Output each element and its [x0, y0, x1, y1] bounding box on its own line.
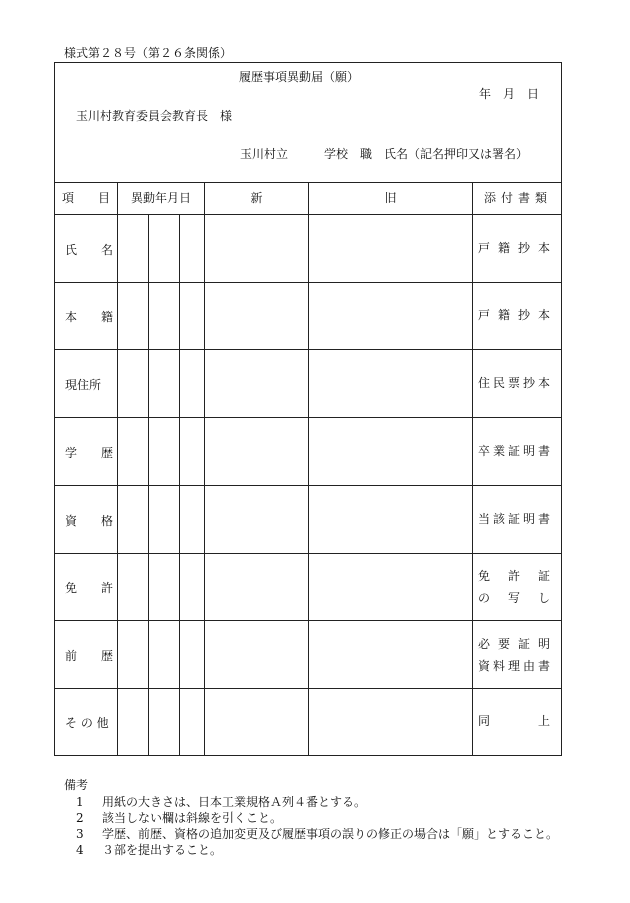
note-number: 4 [76, 843, 84, 857]
attachment-address [478, 372, 558, 394]
attachment-text: 戸籍抄本 [478, 241, 550, 255]
note-item [76, 793, 366, 810]
attachment-text: 必要証明 [478, 637, 550, 651]
row-label-career: 前 歴 [65, 649, 114, 663]
applicant-line: 玉川村立 学校 職 氏名（記名押印又は署名） [240, 147, 529, 161]
note-text: 該当しない欄は斜線を引くこと。 [102, 811, 283, 825]
attachment-other [478, 710, 558, 732]
attachment-text: 戸籍抄本 [478, 308, 550, 322]
row-label-qualification: 資 格 [65, 514, 114, 528]
note-text: ３部を提出すること。 [102, 843, 223, 857]
row-label-name: 氏 名 [65, 243, 114, 257]
attachment-qualification [478, 508, 558, 530]
note-item [76, 841, 222, 858]
note-item [76, 809, 282, 826]
attachment-text: の写し [478, 591, 550, 605]
row-label-domicile: 本 籍 [65, 310, 114, 324]
attachment-text: 免許証 [478, 569, 550, 583]
column-divider [117, 182, 118, 755]
row-label-license: 免 許 [65, 581, 114, 595]
note-number: 1 [76, 795, 84, 809]
header-new: 新 [250, 191, 263, 205]
addressee: 玉川村教育委員会教育長 様 [76, 109, 233, 123]
attachment-text: 資料理由書 [478, 659, 550, 673]
note-number: 2 [76, 811, 84, 825]
column-divider [308, 182, 309, 755]
header-date: 異動年月日 [130, 191, 191, 205]
date-line: 年 月 日 [479, 87, 540, 101]
notes-heading: 備考 [64, 778, 89, 792]
attachment-domicile [478, 304, 558, 326]
header-old: 旧 [384, 191, 397, 205]
attachment-career [478, 633, 558, 677]
attachment-text: 住民票抄本 [478, 376, 550, 390]
attachment-license [478, 565, 558, 609]
attachment-name [478, 237, 558, 259]
attachment-text: 卒業証明書 [478, 444, 550, 458]
attachment-text: 当該証明書 [478, 512, 550, 526]
row-label-other: そ の 他 [65, 716, 109, 730]
column-divider [148, 214, 149, 755]
column-divider [204, 182, 205, 755]
note-number: 3 [76, 827, 84, 841]
attachment-text: 同上 [478, 714, 550, 728]
note-item [76, 825, 558, 842]
row-label-education: 学 歴 [65, 446, 114, 460]
form-code: 様式第２８号（第２６条関係） [64, 46, 233, 60]
attachment-education [478, 440, 558, 462]
column-divider [472, 182, 473, 755]
note-text: 用紙の大きさは、日本工業規格Ａ列４番とする。 [102, 795, 367, 809]
form-title: 履歴事項異動届（願） [239, 70, 360, 84]
header-item: 項 目 [61, 191, 110, 205]
header-attachment: 添付書類 [483, 191, 552, 205]
row-label-address: 現住所 [65, 378, 102, 392]
column-divider [179, 214, 180, 755]
note-text: 学歴、前歴、資格の追加変更及び履歴事項の誤りの修正の場合は「願」とすること。 [102, 827, 559, 841]
